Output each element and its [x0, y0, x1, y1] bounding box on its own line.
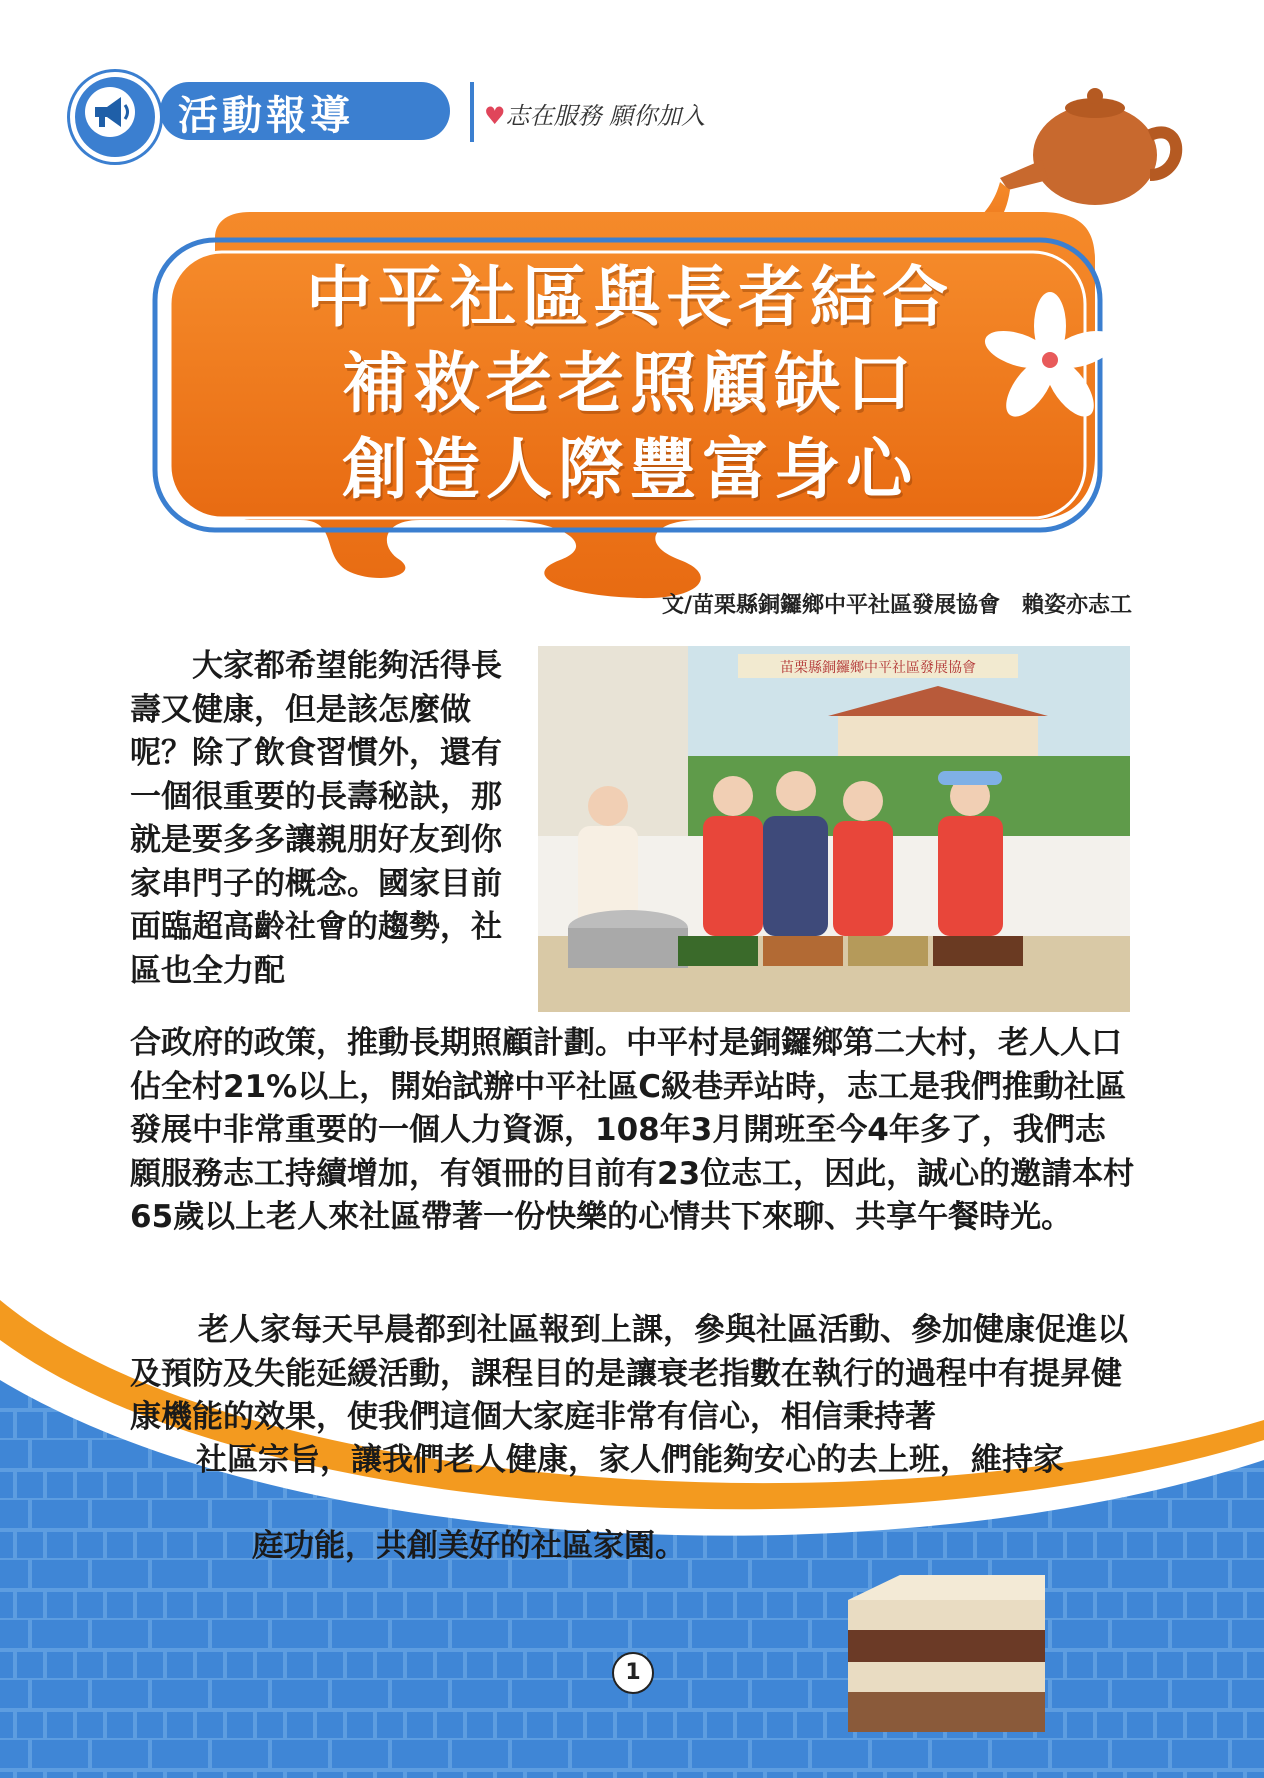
slogan-text: 志在服務 願你加入 [505, 102, 706, 130]
megaphone-icon [70, 72, 160, 162]
photo-banner-text: 苗栗縣銅鑼鄉中平社區發展協會 [780, 660, 976, 676]
body-paragraph-3: 老人家每天早晨都到社區報到上課，參與社區活動、參加健康促進以及預防及失能延緩活動，課程目的是讓衰老指數在執行的過程中有提昇健康機能的效果，使我們這個大家庭非常有信心，相信秉持著 [130, 1312, 1128, 1435]
slogan [484, 96, 705, 131]
cake-illustration [848, 1575, 1045, 1732]
title-line-2: 補救老老照顧缺口 [342, 345, 918, 422]
header-divider [470, 82, 474, 142]
body-paragraph-1: 大家都希望能夠活得長壽又健康，但是該怎麼做呢？除了飲食習慣外，還有一個很重要的長壽秘訣，那就是要多多讓親朋好友到你家串門子的概念。國家目前面臨超高齡社會的趨勢，社區也全力配 [130, 648, 502, 989]
section-title: 活動報導 [178, 93, 354, 139]
section-header [70, 72, 770, 152]
title-line-1: 中平社區與長者結合 [306, 259, 954, 336]
article-title [250, 255, 1010, 513]
article-photo [538, 646, 1130, 1012]
body-paragraph-5: 庭功能，共創美好的社區家園。 [252, 1528, 686, 1564]
heart-icon: ♥ [484, 102, 506, 130]
teapot-illustration [1000, 88, 1176, 205]
title-line-3: 創造人際豐富身心 [342, 431, 918, 508]
body-paragraph-2: 合政府的政策，推動長期照顧計劃。中平村是銅鑼鄉第二大村，老人人口佔全村21%以上，開始試辦中平社區C級巷弄站時，志工是我們推動社區發展中非常重要的一個人力資源，108年3月開班至今4年多了，我們志願服務志工持續增加，有領冊的目前有23位志工，因此，誠心的邀請本村65歲以上老人來社區帶著一份快樂的心情共下來聊、共享午餐時光。 [130, 1025, 1135, 1235]
page-number: 1 [612, 1652, 654, 1694]
body-paragraph-4: 社區宗旨，讓我們老人健康，家人們能夠安心的去上班，維持家 [196, 1442, 1064, 1478]
byline: 文/苗栗縣銅鑼鄉中平社區發展協會 賴姿亦志工 [661, 593, 1132, 618]
